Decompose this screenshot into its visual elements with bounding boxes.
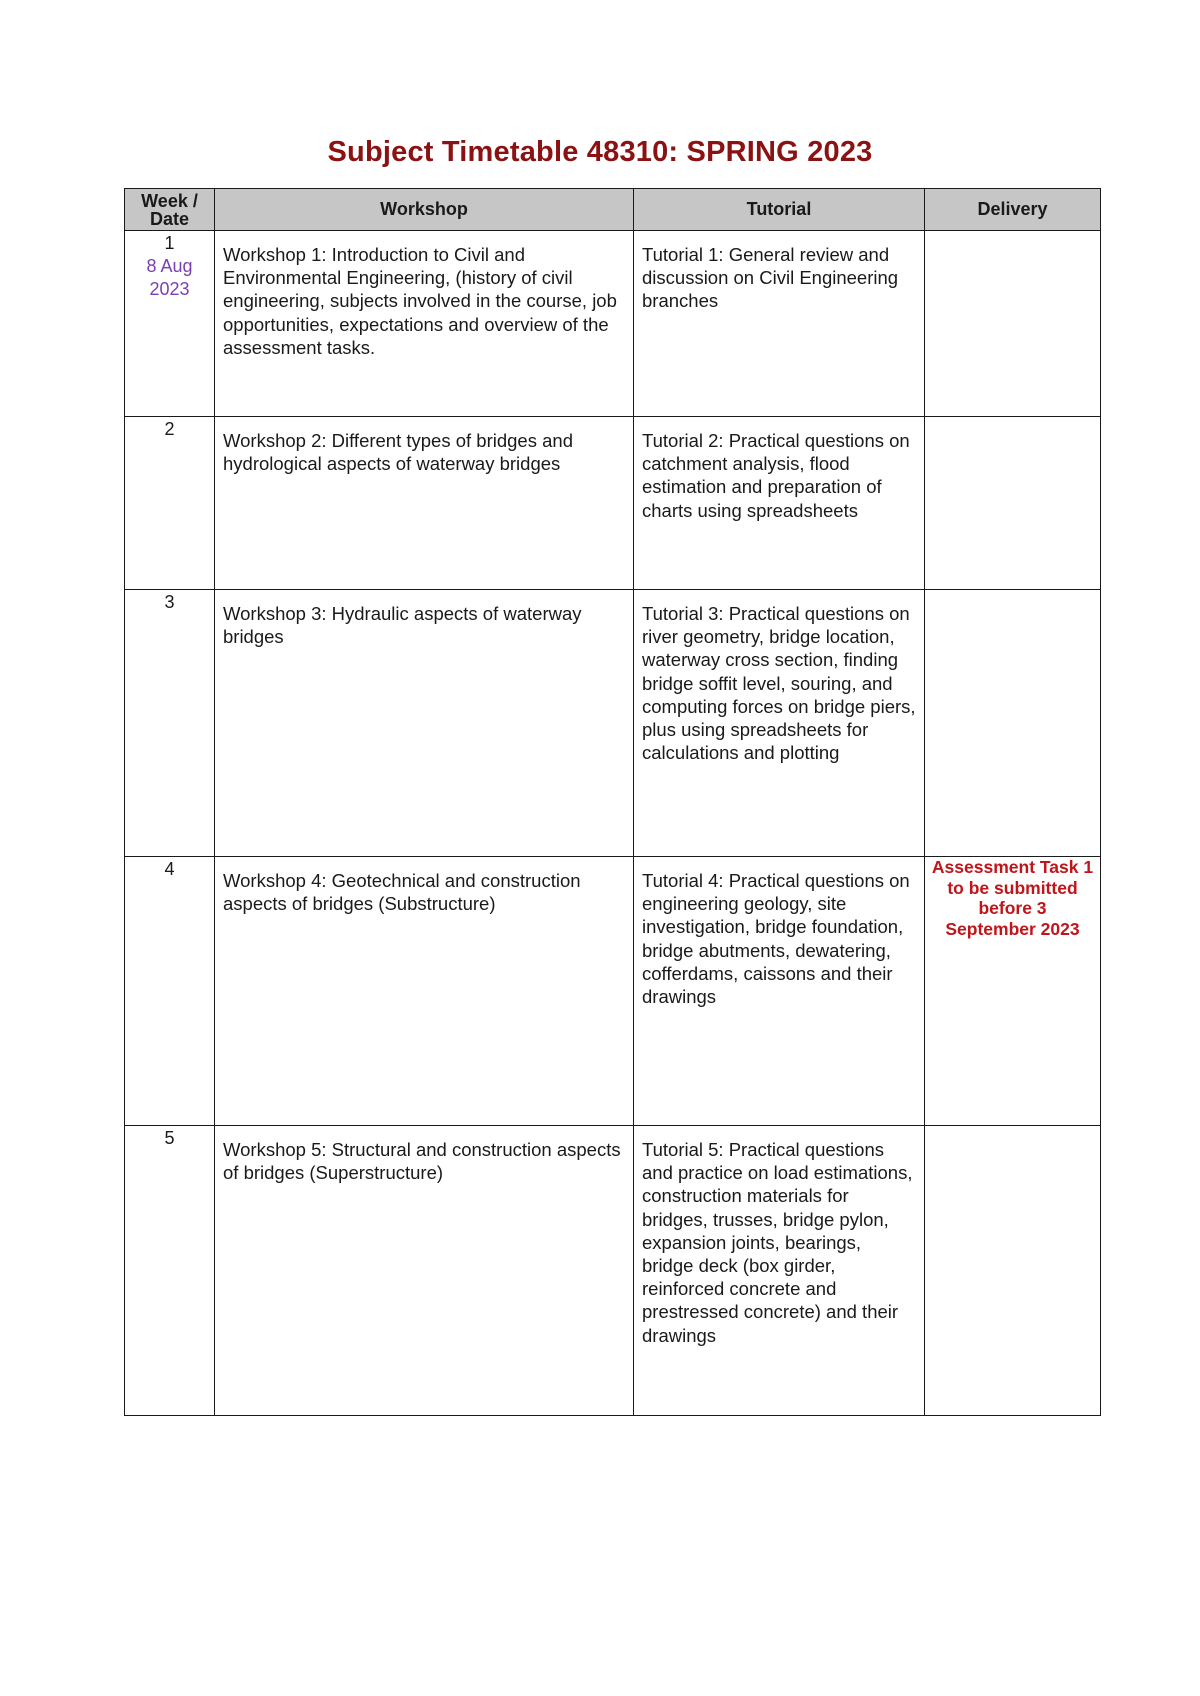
week-number: 2 xyxy=(164,419,175,439)
table-row xyxy=(125,417,1101,590)
workshop-cell: Workshop 4: Geotechnical and construction aspects of bridges (Substructure) xyxy=(215,857,634,1126)
week-number: 3 xyxy=(164,592,175,612)
week-cell xyxy=(125,590,215,857)
tutorial-cell: Tutorial 5: Practical questions and practice on load estimations, construction materials for bridges, trusses, bridge pylon, expansion joints, bearings, bridge deck (box girder, reinforced concrete and prestressed concrete) and their drawings xyxy=(634,1126,925,1416)
delivery-cell xyxy=(925,231,1101,417)
week-date-line2: 2023 xyxy=(149,279,190,299)
week-cell xyxy=(125,417,215,590)
tutorial-cell: Tutorial 3: Practical questions on river geometry, bridge location, waterway cross section, finding bridge soffit level, souring, and computing forces on bridge piers, plus using spreadsheets for calculations and plotting xyxy=(634,590,925,857)
assessment-task-note: Assessment Task 1 to be submitted before 3 September 2023 xyxy=(931,857,1094,939)
header-tutorial: Tutorial xyxy=(634,189,925,231)
workshop-cell: Workshop 2: Different types of bridges and hydrological aspects of waterway bridges xyxy=(215,417,634,590)
week-cell xyxy=(125,1126,215,1416)
header-workshop: Workshop xyxy=(215,189,634,231)
header-week-date xyxy=(125,189,215,231)
workshop-cell: Workshop 1: Introduction to Civil and Environmental Engineering, (history of civil engineering, subjects involved in the course, job opportunities, expectations and overview of the assessment tasks. xyxy=(215,231,634,417)
tutorial-cell: Tutorial 4: Practical questions on engineering geology, site investigation, bridge foundation, bridge abutments, dewatering, cofferdams, caissons and their drawings xyxy=(634,857,925,1126)
table-row xyxy=(125,1126,1101,1416)
table-row xyxy=(125,590,1101,857)
tutorial-cell: Tutorial 1: General review and discussion on Civil Engineering branches xyxy=(634,231,925,417)
header-row xyxy=(125,189,1101,231)
workshop-cell: Workshop 3: Hydraulic aspects of waterway bridges xyxy=(215,590,634,857)
delivery-cell xyxy=(925,417,1101,590)
week-number: 5 xyxy=(164,1128,175,1148)
week-number: 4 xyxy=(164,859,175,879)
header-week-label: Week / Date xyxy=(141,190,198,229)
tutorial-cell: Tutorial 2: Practical questions on catchment analysis, flood estimation and preparation of charts using spreadsheets xyxy=(634,417,925,590)
timetable xyxy=(124,188,1101,1416)
week-cell xyxy=(125,231,215,417)
week-date-line1: 8 Aug xyxy=(146,256,193,276)
table-row xyxy=(125,231,1101,417)
delivery-cell xyxy=(925,857,1101,1126)
workshop-cell: Workshop 5: Structural and construction aspects of bridges (Superstructure) xyxy=(215,1126,634,1416)
delivery-cell xyxy=(925,1126,1101,1416)
delivery-cell xyxy=(925,590,1101,857)
header-delivery: Delivery xyxy=(925,189,1101,231)
week-cell xyxy=(125,857,215,1126)
page-title: Subject Timetable 48310: SPRING 2023 xyxy=(327,136,873,168)
table-row xyxy=(125,857,1101,1126)
week-number: 1 xyxy=(164,233,175,253)
